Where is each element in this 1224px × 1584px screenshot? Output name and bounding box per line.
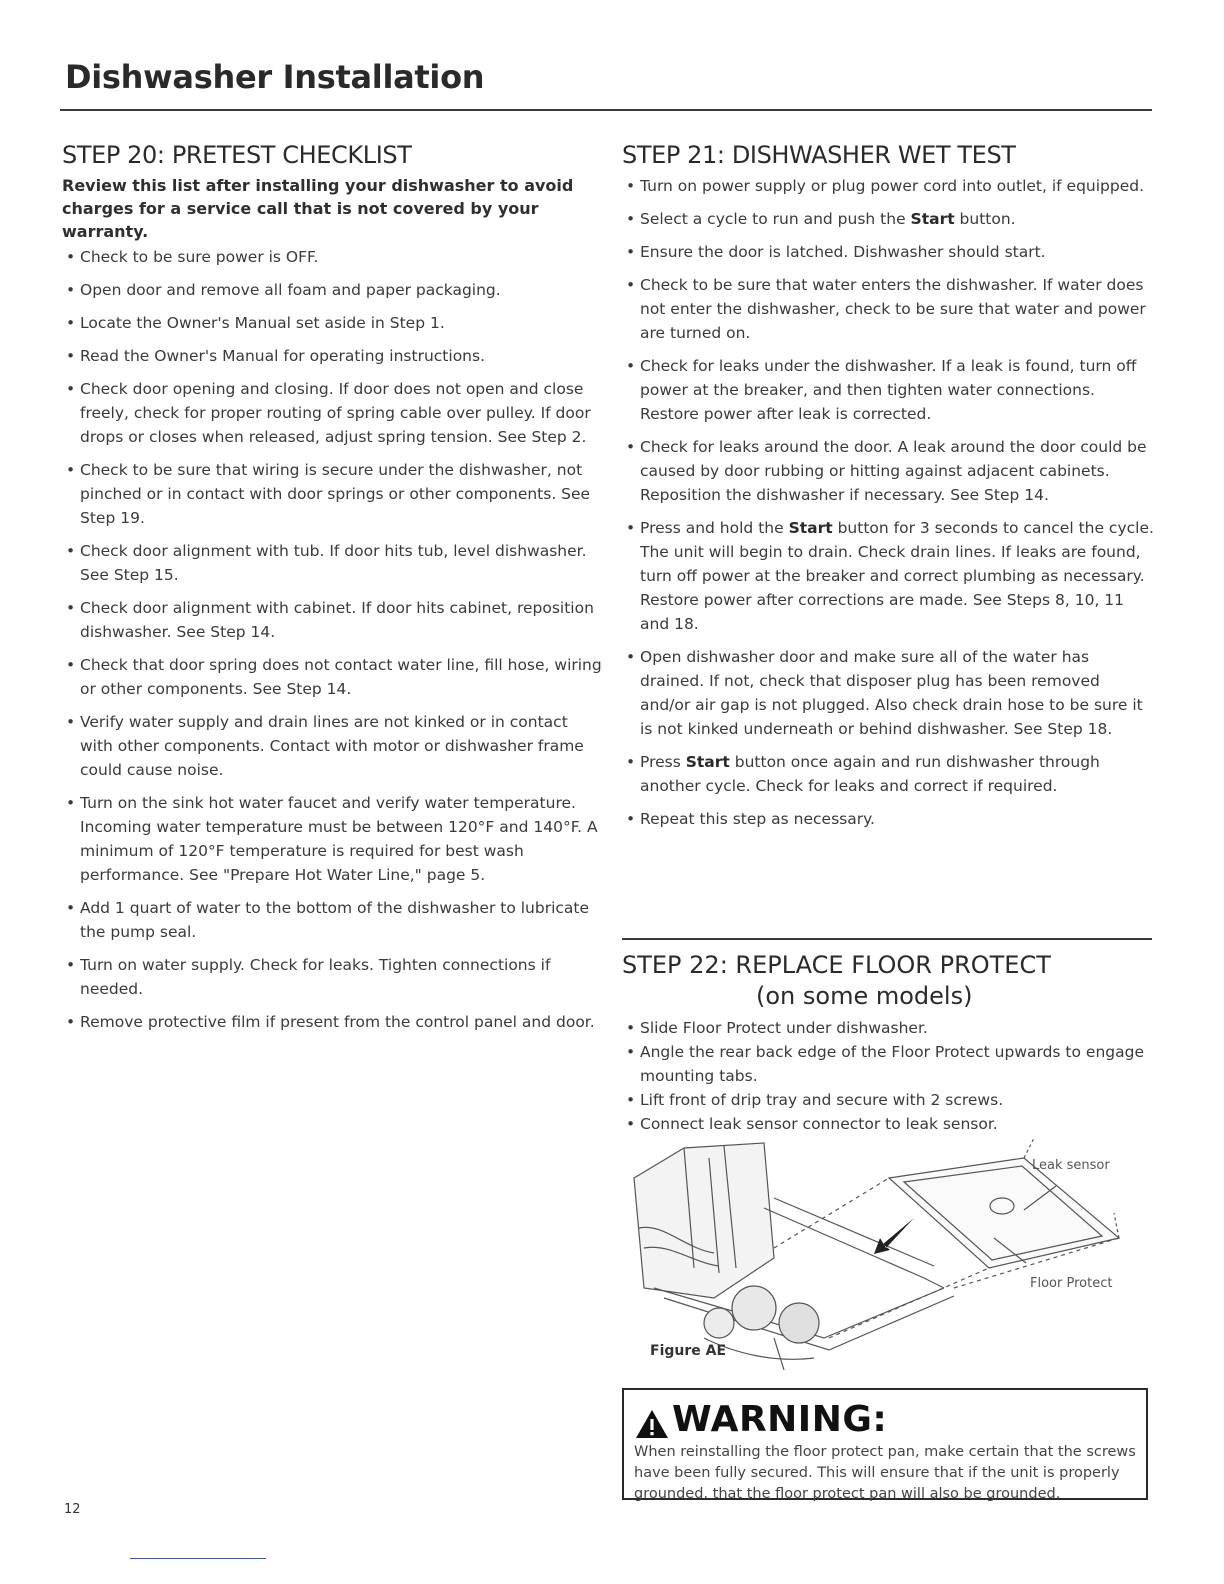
step-22-heading: STEP 22: REPLACE FLOOR PROTECT (622, 951, 1051, 979)
step-22-section (622, 950, 1154, 1136)
checklist-item: • Turn on the sink hot water faucet and verify water temperature. Incoming water temperature must be between 120°F and 140°F. A minimum of 120°F temperature is required for best wash performance. See "Prepare Hot Water Line," page 5. (62, 791, 602, 887)
checklist-item: • Check that door spring does not contact water line, fill hose, wiring or other components. See Step 14. (62, 653, 602, 701)
wet-test-item: • Check for leaks around the door. A leak around the door could be caused by door rubbing or hitting against adjacent cabinets. Reposition the dishwasher if necessary. See Step 14. (622, 435, 1154, 507)
wet-test-item: • Ensure the door is latched. Dishwasher should start. (622, 240, 1154, 264)
wet-test-item: • Turn on power supply or plug power cord into outlet, if equipped. (622, 174, 1154, 198)
floor-protect-item: • Angle the rear back edge of the Floor Protect upwards to engage mounting tabs. (622, 1040, 1154, 1088)
step-20-checklist (62, 245, 602, 1034)
checklist-item: • Open door and remove all foam and paper packaging. (62, 278, 602, 302)
warning-text: When reinstalling the floor protect pan, make certain that the screws have been fully secured. This will ensure that if the unit is properly grounded, that the floor protect pan will also be grounded. (634, 1444, 1136, 1502)
floor-protect-item: • Slide Floor Protect under dishwasher. (622, 1016, 1154, 1040)
wet-test-item: • Repeat this step as necessary. (622, 807, 1154, 831)
step-20-intro: Review this list after installing your dishwasher to avoid charges for a service call that is not covered by your warranty. (62, 176, 574, 241)
leak-sensor-label: Leak sensor (1032, 1158, 1110, 1173)
warning-triangle-icon (634, 1408, 670, 1440)
checklist-item: • Read the Owner's Manual for operating instructions. (62, 344, 602, 368)
wet-test-item: • Press and hold the Start button for 3 seconds to cancel the cycle. The unit will begin to drain. Check drain lines. If leaks are found, turn off power at the breaker and correct plumbing as necessary. Restore power after corrections are made. See Steps 8, 10, 11 and 18. (622, 516, 1154, 636)
checklist-item: • Check to be sure that wiring is secure under the dishwasher, not pinched or in contact with door springs or other components. See Step 19. (62, 458, 602, 530)
checklist-item: • Verify water supply and drain lines are not kinked or in contact with other components. Contact with motor or dishwasher frame could cause noise. (62, 710, 602, 782)
step-22-subheading: (on some models) (756, 982, 973, 1010)
floor-protect-label: Floor Protect (1030, 1276, 1113, 1291)
step-21-heading: STEP 21: DISHWASHER WET TEST (622, 141, 1016, 169)
wet-test-item: • Check to be sure that water enters the dishwasher. If water does not enter the dishwasher, check to be sure that water and power are turned on. (622, 273, 1154, 345)
floor-protect-item: • Lift front of drip tray and secure with 2 screws. (622, 1088, 1154, 1112)
wet-test-item: • Open dishwasher door and make sure all of the water has drained. If not, check that disposer plug has been removed and/or air gap is not plugged. Also check drain hose to be sure it is not kinked underneath or behind dishwasher. See Step 18. (622, 645, 1154, 741)
checklist-item: • Check door alignment with tub. If door hits tub, level dishwasher. See Step 15. (62, 539, 602, 587)
warning-box (622, 1388, 1148, 1500)
wet-test-item: • Press Start button once again and run dishwasher through another cycle. Check for leaks and correct if required. (622, 750, 1154, 798)
checklist-item: • Locate the Owner's Manual set aside in Step 1. (62, 311, 602, 335)
page-number: 12 (64, 1502, 81, 1517)
checklist-item: • Check door opening and closing. If door does not open and close freely, check for proper routing of spring cable over pulley. If door drops or closes when released, adjust spring tension. See Step 2. (62, 377, 602, 449)
floor-protect-item: • Connect leak sensor connector to leak sensor. (622, 1112, 1154, 1136)
wet-test-item: • Check for leaks under the dishwasher. If a leak is found, turn off power at the breaker, and then tighten water connections. Restore power after leak is corrected. (622, 354, 1154, 426)
title-divider (60, 109, 1152, 111)
checklist-item: • Remove protective film if present from the control panel and door. (62, 1010, 602, 1034)
figure-caption: Figure AE (650, 1343, 727, 1359)
checklist-item: • Check door alignment with cabinet. If door hits cabinet, reposition dishwasher. See Step 14. (62, 596, 602, 644)
step-21-list (622, 174, 1154, 831)
page-title: Dishwasher Installation (65, 58, 485, 96)
wet-test-item: • Select a cycle to run and push the Start button. (622, 207, 1154, 231)
figure-ae-illustration (624, 1138, 1124, 1378)
checklist-item: • Turn on water supply. Check for leaks. Tighten connections if needed. (62, 953, 602, 1001)
step-20-section (62, 140, 602, 1043)
step-20-heading: STEP 20: PRETEST CHECKLIST (62, 141, 412, 169)
step-22-list (622, 1016, 1154, 1136)
footer-rule (130, 1558, 266, 1559)
checklist-item: • Add 1 quart of water to the bottom of the dishwasher to lubricate the pump seal. (62, 896, 602, 944)
section-divider (622, 938, 1152, 940)
warning-title: WARNING: (672, 1399, 888, 1440)
checklist-item: • Check to be sure power is OFF. (62, 245, 602, 269)
step-21-section (622, 140, 1154, 840)
